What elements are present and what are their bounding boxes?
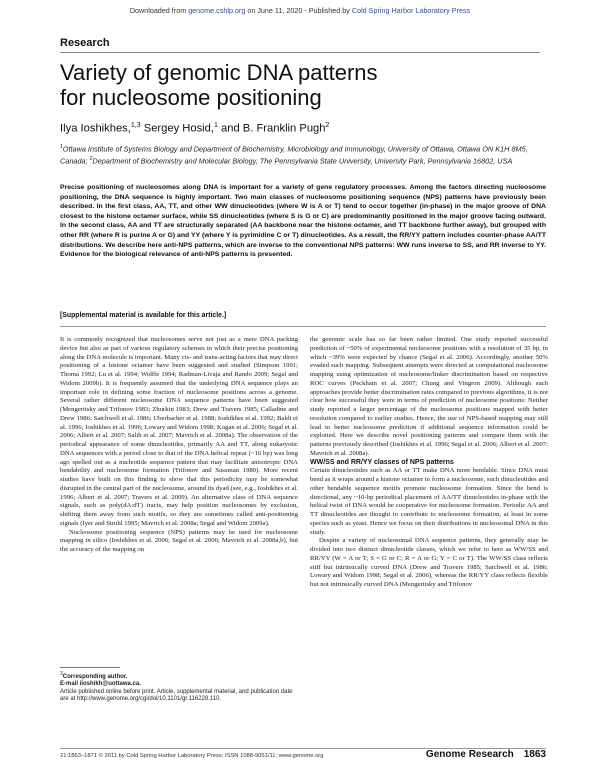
author-sup: 2	[325, 122, 330, 129]
affil-sup: 1	[60, 144, 63, 150]
paragraph: Nucleosome positioning sequence (NPS) patterns may be used for nucleosome mapping in silico (Ioshikhes et al. 2006; Segal et al. 2006; Mavrich et al. 2008a,b), but the accuracy of the mapping on	[60, 528, 298, 553]
author-name: Sergey Hosid,	[140, 122, 214, 135]
article-title	[60, 60, 530, 110]
page-number: 1863	[523, 749, 546, 760]
affiliations	[60, 142, 540, 167]
page-footer	[60, 748, 546, 760]
abstract-rule	[60, 326, 546, 327]
affil-sup: 2	[89, 156, 93, 163]
corr-sup: 3	[60, 671, 63, 677]
paragraph: Certain dinucleotides such as AA or TT make DNA more bendable. Since DNA must bend as it wraps around a histone octamer to form a nucleosome, such dinucleotides and other bendable sequence motifs promote nucleosome formation. Since the bend is directional, any ~10-bp periodical placement of AA/TT dinucleotides in-phase with the helical twist of DNA would be cooperative for nucleosome formation. Periodic AA and TT dinucleotides are thought to contribute to nucleosome formation, at least in some species such as yeast. Hence we focus on their distributions in nucleosomal DNA in this study.	[310, 467, 548, 536]
corresponding-email	[60, 681, 298, 688]
subsection-heading: WW/SS and RR/YY classes of NPS patterns	[310, 458, 454, 466]
paragraph: the genomic scale has so far been rather limited. One study reported successful prediction of ~50% of experimental nucleosome positions with a resolution of 35 bp, in which ~39% were expected by chance (Segal et al. 2006). Accordingly, another 50% evaded such mapping. Subsequent attempts were directed at computational nucleosome mapping using optimization of nucleosome/linker discrimination based on respective ROC curves (Peckham et al. 2007; Chung and Vingron 2009). Although such approaches provide better discrimination rates compared to previous algorithms, it is not clear how successful they were in terms of prediction of nucleosome positions: Neither study reported a larger percentage of the nucleosome positions mapped with better resolution compared to earlier studies. Hence, the use of NPS-based mapping may still lead to better nucleosome prediction if additional sequence information could be exploited. Here we describe novel positioning patterns and compare them with the patterns previously described (Ioshikhes et al. 1996; Segal et al. 2006; Albert et al. 2007; Mavrich et al. 2008a).	[310, 336, 548, 457]
section-label: Research	[60, 37, 110, 49]
affiliation-2: Department of Biochemistry and Molecular Biology, The Pennsylvania State University, University Park, Pennsylvania 16802, USA	[92, 156, 513, 166]
corr-label: Corresponding author.	[62, 674, 128, 680]
journal-name: Genome Research	[425, 749, 514, 760]
body-column-left	[60, 336, 298, 555]
affiliation-1: Ottawa Institute of Systems Biology and Department of Biochemistry, Microbiology and Immunology, University of Ottawa, Ottawa ON K1H 8M5, Canada;	[60, 144, 528, 166]
email-text: E-mail iioshikh@uottawa.ca.	[60, 681, 141, 688]
supplemental-note: [Supplemental material is available for this article.]	[60, 312, 227, 319]
download-prefix: Downloaded from	[129, 6, 189, 15]
corresponding-author	[60, 671, 298, 681]
paragraph: It is commonly recognized that nucleosomes serve not just as a mere DNA packing device but also as part of various regulatory schemes in which their precise positioning along the DNA molecule is important. Many cis- and trans-acting factors that may direct positioning of a histone octamer have been suggested and studied (Simpson 1991; Thoma 1992; Lu et al. 1994; Wolffe 1994; Radman-Livaja and Rando 2009; Segal and Widom 2009b). It is frequently assumed that the underlying DNA sequence plays an important role in defining some fraction of nucleosome positions across a genome. Several rather different nucleosome DNA sequence patterns have been suggested (Mengeritsky and Trifonov 1983; Zhurkin 1983; Drew and Travers 1985; Calladine and Drew 1986; Satchwell et al. 1986; Uberbacher et al. 1988; Ioshikhes et al. 1992; Baldi et al. 1996; Ioshikhes et al. 1996; Lowary and Widom 1998; Kogan et al. 2006; Segal et al. 2006; Albert et al. 2007; Salih et al. 2007; Mavrich et al. 2008a). The observation of the periodical appearance of some dinucleotides, primarily AA and TT, along eukaryotic DNA sequences with a period close to that of the DNA helical repeat (~10 bp) was long ago spelled out as a nucleotide sequence pattern that may facilitate anisotropic DNA bendability and nucleosome formation (Trifonov and Sussman 1980). More recent studies have built on this finding to show that this periodicity may be somewhat disrupted in the central part of the nucleosome, around its dyad (see, e.g., Ioshikhes et al. 1996; Albert et al. 2007; Travers et al. 2009). An alternative class of DNA sequence signals, such as poly(dA:dT) tracts, may help position nucleosomes by exclusion, shifting them away from such motifs, so they are sometimes called anti-positioning signals (Iyer and Struhl 1995; Mavrich et al. 2008a; Segal and Widom 2009a).	[60, 336, 298, 527]
paragraph: Despite a variety of nucleosomal DNA sequence patterns, they generally may be divided into two distinct dinucleotide classes, which we refer to here as WW/SS and RR/YY (W = A or T; S = G or C; R = A or G; Y = C or T). The WW/SS class reflects stiff but intrinsically curved DNA (Drew and Travers 1985; Satchwell et al. 1986; Lowary and Widom 1998; Segal et al. 2006), whereas the RR/YY class reflects flexible but not intrinsically curved DNA (Mengeritsky and Trifonov	[310, 537, 548, 588]
publication-note: Article published online before print. Article, supplemental material, and publication date are at http://www.genome.org/cgi/doi/10.1101/gr.116228.110.	[60, 688, 293, 703]
title-line-2: for nucleosome positioning	[60, 85, 322, 110]
header-rule	[60, 52, 540, 53]
site-link[interactable]: genome.cshlp.org	[188, 6, 246, 15]
author-sup: 1	[214, 122, 218, 129]
title-line-1: Variety of genomic DNA patterns	[60, 60, 378, 85]
body-column-right	[310, 336, 548, 590]
author-list	[60, 122, 329, 135]
author-sup: 1,3	[130, 122, 141, 129]
author-name: Ilya Ioshikhes,	[60, 122, 131, 135]
footnote-rule	[60, 667, 120, 668]
publisher-link[interactable]: Cold Spring Harbor Laboratory Press	[351, 6, 471, 15]
author-name: and B. Franklin Pugh	[217, 122, 326, 135]
footer-journal	[416, 749, 546, 760]
abstract: Precise positioning of nucleosomes along DNA is important for a variety of gene regulatory processes. Among the factors directing nucleosome positioning, the DNA sequence is highly important. Two main classes of nucleosome positioning sequence (NPS) patterns have previously been described. In the first class, AA, TT, and other WW dinucleotides (where W is A or T) tend to occur together (in-phase) in the major groove of DNA closest to the histone octamer surface, while SS dinucleotides (where S is G or C) are predominantly positioned in the major groove facing outward. In the second class, AA and TT are structurally separated (AA backbone near the histone octamer, and TT backbone further away), but grouped with other RR (where R is purine A or G) and YY (where Y is pyrimidine C or T) dinucleotides. As a result, the RR/YY pattern includes counter-phase AA/TT distributions. We describe here anti-NPS patterns, which are inverse to the conventional NPS patterns: WW runs inverse to SS, and RR inverse to YY. Evidence for the biological relevance of anti-NPS patterns is presented.	[60, 184, 546, 259]
download-mid: on June 11, 2020 - Published by	[245, 6, 352, 15]
footnotes	[60, 671, 298, 704]
download-banner	[0, 6, 600, 15]
footer-citation: 21:1863–1871 © 2011 by Cold Spring Harbor Laboratory Press; ISSN 1088-9051/11; www.genome.org	[60, 753, 324, 759]
